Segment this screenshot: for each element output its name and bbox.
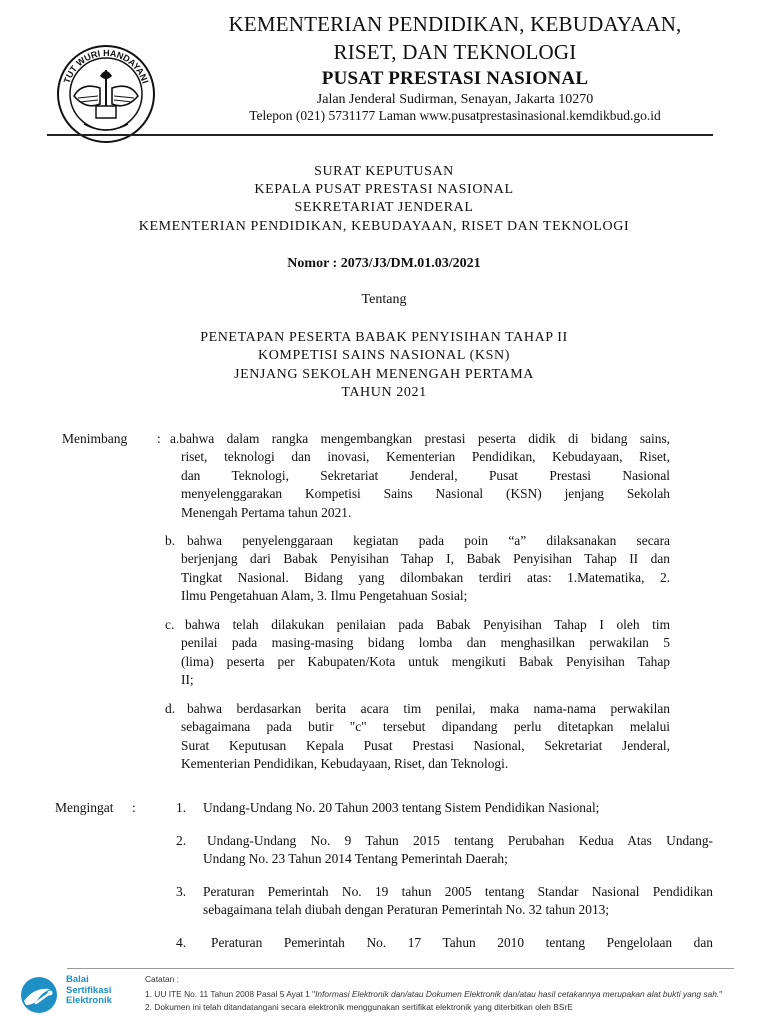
point-b-line: Tingkat Nasional. Bidang yang dilombakan terdiri atas: 1.Matematika, 2. [181, 569, 670, 585]
point-d-line: bahwa berdasarkan berita acara tim penilai, maka nama-nama perwakilan [187, 701, 670, 716]
menimbang-point-b [181, 532, 670, 606]
mengingat-item-line: Undang-Undang No. 9 Tahun 2015 tentang Perubahan Kedua Atas Undang- [207, 833, 713, 848]
footer-note-1 [145, 989, 722, 999]
ministry-name-line1: KEMENTERIAN PENDIDIKAN, KEBUDAYAAN, [228, 12, 682, 36]
bsre-name-line1: Balai [66, 974, 89, 985]
menimbang-point-d [181, 700, 670, 774]
point-b-line: bahwa penyelenggaraan kegiatan pada poin “a” dilaksanakan secara [187, 533, 670, 548]
mengingat-item-4 [203, 934, 713, 952]
footer-note-title: Catatan : [145, 974, 179, 984]
footer-note-1-suffix: " [719, 989, 723, 999]
point-a-line: Menengah Pertama tahun 2021. [181, 504, 352, 520]
bsre-name [66, 975, 112, 1007]
mengingat-num: 1. [176, 800, 187, 815]
bsre-logo-icon [16, 975, 62, 1015]
point-c-line: penilai pada masing-masing bidang lomba dan menghasilkan perwakilan 5 [181, 635, 670, 651]
point-b-marker: b. [165, 533, 176, 548]
mengingat-num: 2. [176, 833, 187, 848]
bsre-name-line2: Sertifikasi [66, 984, 112, 996]
point-c-marker: c. [165, 617, 175, 632]
office-address: Jalan Jenderal Sudirman, Senayan, Jakarta 10270 [316, 92, 594, 107]
point-d-line: sebagaimana pada butir "c" tersebut dipandang perlu ditetapkan melalui [181, 719, 670, 735]
mengingat-item-line: Undang No. 23 Tahun 2014 Tentang Pemerintah Daerah; [203, 851, 508, 867]
mengingat-colon: : [132, 800, 136, 815]
doc-type: SURAT KEPUTUSAN [314, 164, 454, 179]
mengingat-item-line: sebagaimana telah diubah dengan Peraturan Pemerintah No. 32 tahun 2013; [203, 902, 610, 918]
mengingat-item-line: Peraturan Pemerintah No. 19 tahun 2005 tentang Standar Nasional Pendidikan [203, 884, 713, 899]
mengingat-num: 4. [176, 935, 187, 950]
ministry-name-line2: RISET, DAN TEKNOLOGI [333, 40, 577, 64]
doc-about: Tentang [361, 292, 407, 307]
menimbang-label: Menimbang [62, 431, 128, 446]
footer-note-1-quote: Informasi Elektronik dan/atau Dokumen Elektronik dan/atau hasil cetakannya merupakan alat bukti yang sah. [315, 989, 720, 999]
point-d-line: Kementerian Pendidikan, Kebudayaan, Riset, dan Teknologi. [181, 756, 509, 772]
point-a-line: dan Teknologi, Sekretariat Jenderal, Pusat Prestasi Nasional [181, 467, 670, 483]
mengingat-item-3 [203, 883, 713, 920]
doc-ministry: KEMENTERIAN PENDIDIKAN, KEBUDAYAAN, RISET DAN TEKNOLOGI [138, 219, 630, 234]
footer-divider [67, 968, 734, 969]
menimbang-colon: : [157, 431, 161, 446]
office-contact: Telepon (021) 5731177 Laman www.pusatprestasinasional.kemdikbud.go.id [249, 108, 661, 123]
subject-line3: JENJANG SEKOLAH MENENGAH PERTAMA [234, 367, 534, 382]
subject-line2: KOMPETISI SAINS NASIONAL (KSN) [258, 348, 510, 363]
bsre-name-line3: Elektronik [66, 995, 112, 1006]
point-c-line: (lima) peserta per Kabupaten/Kota untuk mengikuti Babak Penyisihan Tahap [181, 653, 670, 669]
mengingat-item-2 [203, 832, 713, 869]
point-a-line: riset, teknologi dan inovasi, Kementerian Pendidikan, Kebudayaan, Riset, [181, 449, 670, 465]
doc-secretariat: SEKRETARIAT JENDERAL [294, 200, 474, 215]
mengingat-item-line: Peraturan Pemerintah No. 17 Tahun 2010 tentang Pengelolaan dan [211, 935, 713, 950]
doc-issuer: KEPALA PUSAT PRESTASI NASIONAL [254, 182, 514, 197]
logo-motto: TUT WURI HANDAYANI [61, 47, 151, 85]
mengingat-item-line: Undang-Undang No. 20 Tahun 2003 tentang Sistem Pendidikan Nasional; [203, 800, 600, 815]
point-b-line: berjenjang dari Babak Penyisihan Tahap I, Babak Penyisihan Tahap II dan [181, 551, 670, 567]
mengingat-num: 3. [176, 884, 187, 899]
subject-line1: PENETAPAN PESERTA BABAK PENYISIHAN TAHAP II [200, 330, 568, 345]
menimbang-point-c [181, 616, 670, 690]
mengingat-label: Mengingat [55, 800, 114, 815]
letterhead-divider [47, 134, 713, 136]
menimbang-point-a [170, 430, 670, 522]
point-b-line: Ilmu Pengetahuan Alam, 3. Ilmu Pengetahuan Sosial; [181, 588, 468, 604]
point-a-line: menyelenggarakan Kompetisi Sains Nasional (KSN) jenjang Sekolah [181, 486, 670, 502]
doc-number: Nomor : 2073/J3/DM.01.03/2021 [287, 256, 481, 271]
point-d-line: Surat Keputusan Kepala Pusat Prestasi Nasional, Sekretariat Jenderal, [181, 737, 670, 753]
point-c-line: II; [181, 672, 194, 688]
mengingat-item-1 [203, 799, 713, 817]
footer-note-2: 2. Dokumen ini telah ditandatangani secara elektronik menggunakan sertifikat elektronik yang diterbitkan oleh BSrE [145, 1002, 573, 1012]
office-name: PUSAT PRESTASI NASIONAL [321, 68, 589, 89]
point-a-line: a.bahwa dalam rangka mengembangkan prestasi peserta didik di bidang sains, [170, 431, 670, 446]
point-c-line: bahwa telah dilakukan penilaian pada Babak Penyisihan Tahap I oleh tim [185, 617, 670, 632]
tut-wuri-handayani-logo [52, 40, 160, 148]
point-d-marker: d. [165, 701, 176, 716]
footer-note-1-prefix: 1. UU ITE No. 11 Tahun 2008 Pasal 5 Ayat 1 " [145, 989, 316, 999]
subject-line4: TAHUN 2021 [341, 385, 427, 400]
